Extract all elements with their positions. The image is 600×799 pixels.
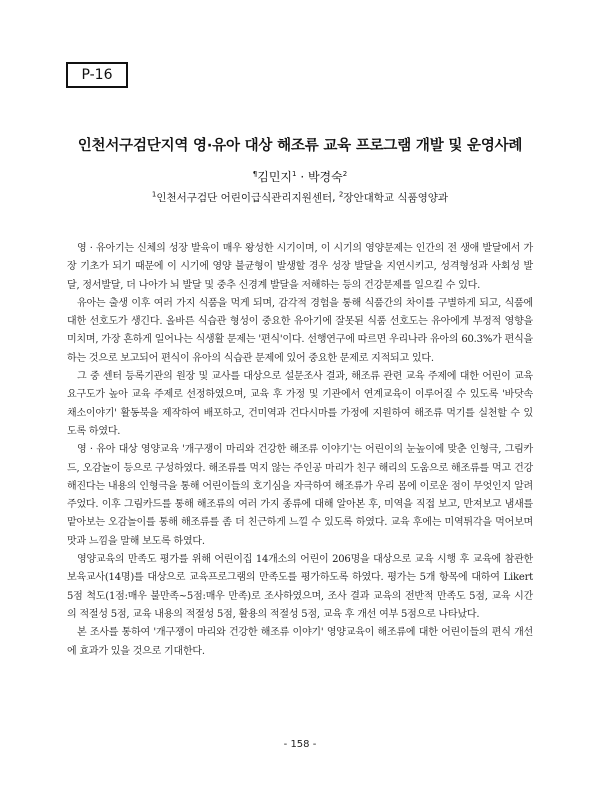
author-2: 박경숙	[307, 170, 343, 184]
paragraph: 영 · 유아 대상 영양교육 '개구쟁이 마리와 건강한 해조류 이야기'는 어린이의 눈높이에 맞춘 인형극, 그림카드, 오감놀이 등으로 구성하였다. 해조류를 먹지 않는 주인공 마리가 친구 해리의 도움으로 해조류를 먹고 건강해진다는 내용의 인형극을 통해 어린이들의 호기심을 자극하여 해조류가 우리 몸에 이로운 점이 무엇인지 알려주었다. 이후 그림카드를 통해 해조류의 여러 가지 종류에 대해 알아본 후, 미역을 직접 보고, 만져보고 냄새를 맡아보는 오감놀이를 통해 해조류를 좀 더 친근하게 느낄 수 있도록 하였다. 교육 후에는 미역튀각을 먹어보며 맛과 느낌을 말해 보도록 하였다.	[67, 444, 533, 547]
page-label: P-16	[66, 62, 128, 88]
paragraph: 본 조사를 통하여 '개구쟁이 마리와 건강한 해조류 이야기' 영양교육이 해조류에 대한 어린이들의 편식 개선에 효과가 있을 것으로 기대한다.	[67, 627, 533, 657]
author-1: 김민지	[257, 170, 293, 184]
page-number: - 158 -	[283, 739, 317, 750]
authors	[0, 168, 600, 185]
author-1-affil: 1	[292, 170, 297, 178]
affil-2: 장안대학교 식품영양과	[343, 192, 449, 204]
paragraph: 유아는 출생 이후 여러 가지 식품을 먹게 되며, 감각적 경험을 통해 식품간의 차이를 구별하게 되고, 식품에 대한 선호도가 생긴다. 올바른 식습관 형성이 중요한 유아기에 잘못된 식품 선호도는 유아에게 부정적 영향을 미치며, 가장 흔하게 일어나는 식생활 문제는 '편식'이다. 선행연구에 따르면 우리나라 유아의 60.3%가 편식을 하는 것으로 보고되어 편식이 유아의 식습관 문제에 있어 중요한 문제로 지적되고 있다.	[67, 297, 533, 364]
affil-1: 인천서구검단 어린이급식관리지원센터,	[156, 192, 339, 204]
author-2-affil: 2	[342, 170, 348, 178]
paragraph: 그 중 센터 등록기관의 원장 및 교사를 대상으로 설문조사 결과, 해조류 관련 교육 주제에 대한 어린이 교육 요구도가 높아 교육 주제로 선정하였으며, 교육 후 가정 및 기관에서 연계교육이 이루어질 수 있도록 '바닷속 채소이야기' 활동북을 제작하여 배포하고, 건미역과 건다시마를 가정에 지원하여 해조류 먹기를 실천할 수 있도록 하였다.	[67, 371, 533, 437]
corresponding-marker: ¶	[252, 170, 258, 178]
affil-2-marker: 2	[338, 190, 344, 199]
paper-title: 인천서구검단지역 영·유아 대상 해조류 교육 프로그램 개발 및 운영사례	[77, 138, 523, 154]
affil-1-marker: 1	[151, 190, 157, 199]
abstract-body	[67, 240, 533, 661]
paragraph: 영양교육의 만족도 평가를 위해 어린이집 14개소의 어린이 206명을 대상으로 교육 시행 후 교육에 참관한 보육교사(14명)를 대상으로 교육프로그램의 만족도를 평가하도록 하였다. 평가는 5개 항목에 대하여 Likert 5점 척도(1점:매우 불만족~5점:매우 만족)로 조사하였으며, 조사 결과 교육의 전반적 만족도 5점, 교육 시간의 적절성 5점, 교육 내용의 적절성 5점, 활용의 적절성 5점, 교육 후 개선 여부 5점으로 나타났다.	[67, 554, 533, 620]
author-separator: ·	[296, 170, 308, 184]
paragraph: 영 · 유아기는 신체의 성장 발육이 매우 왕성한 시기이며, 이 시기의 영양문제는 인간의 전 생애 발달에서 가장 기초가 되기 때문에 이 시기에 영양 불균형이 발생할 경우 성장 발달을 지연시키고, 성격형성과 사회성 발달, 정서발달, 더 나아가 뇌 발달 및 중추 신경계 발달을 저해하는 등의 건강문제를 일으킬 수 있다.	[67, 243, 533, 291]
affiliations	[0, 190, 600, 205]
